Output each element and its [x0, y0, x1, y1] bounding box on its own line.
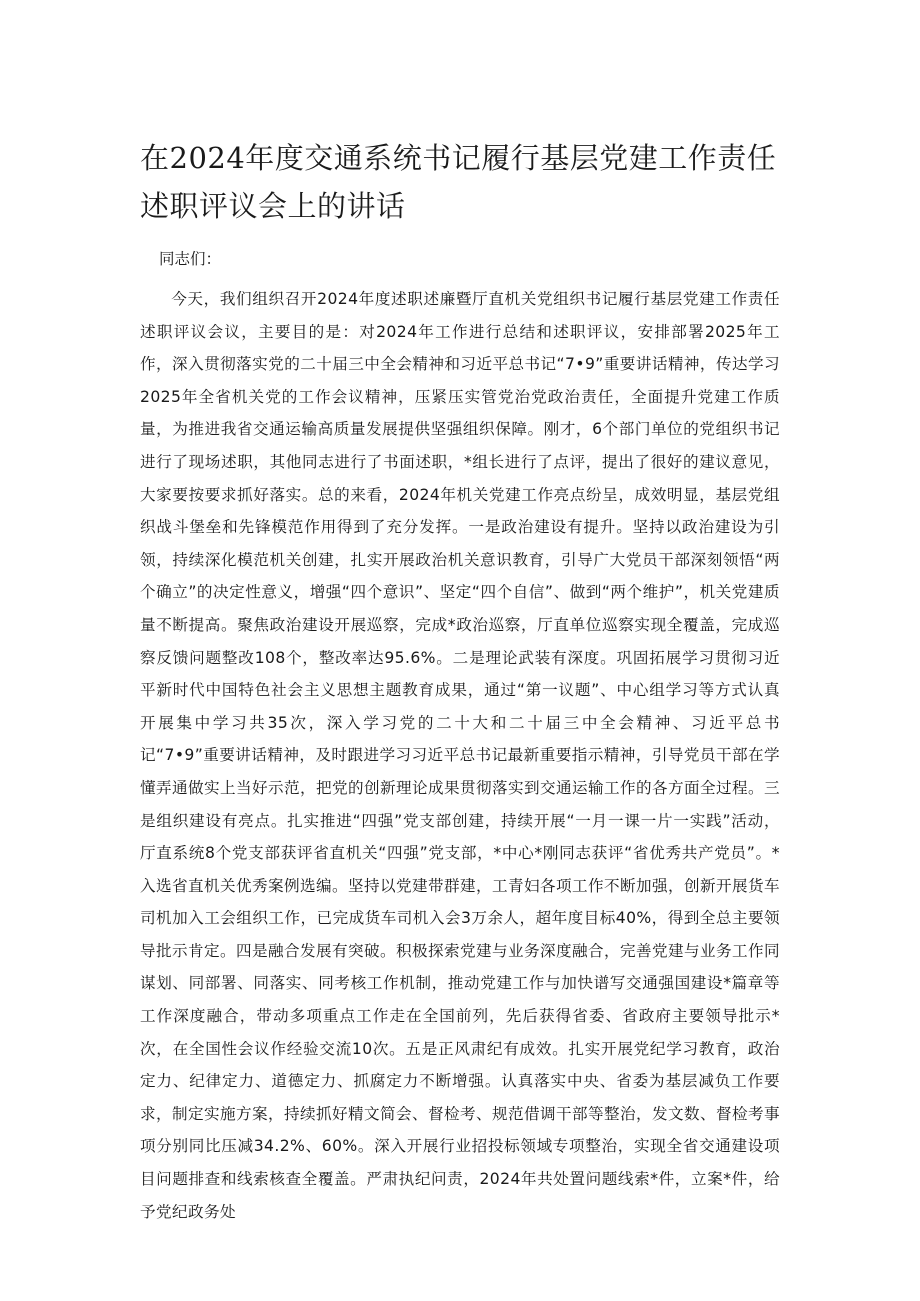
- body-paragraph: 今天，我们组织召开2024年度述职述廉暨厅直机关党组织书记履行基层党建工作责任述职评议会议，主要目的是：对2024年工作进行总结和述职评议，安排部署2025年工作，深入贯彻落实党的二十届三中全会精神和习近平总书记“7•9”重要讲话精神，传达学习2025年全省机关党的工作会议精神，压紧压实管党治党政治责任，全面提升党建工作质量，为推进我省交通运输高质量发展提供坚强组织保障。刚才，6个部门单位的党组织书记进行了现场述职，其他同志进行了书面述职，*组长进行了点评，提出了很好的建议意见，大家要按要求抓好落实。总的来看，2024年机关党建工作亮点纷呈，成效明显，基层党组织战斗堡垒和先锋模范作用得到了充分发挥。一是政治建设有提升。坚持以政治建设为引领，持续深化模范机关创建，扎实开展政治机关意识教育，引导广大党员干部深刻领悟“两个确立”的决定性意义，增强“四个意识”、坚定“四个自信”、做到“两个维护”，机关党建质量不断提高。聚焦政治建设开展巡察，完成*政治巡察，厅直单位巡察实现全覆盖，完成巡察反馈问题整改108个，整改率达95.6%。二是理论武装有深度。巩固拓展学习贯彻习近平新时代中国特色社会主义思想主题教育成果，通过“第一议题”、中心组学习等方式认真开展集中学习共35次，深入学习党的二十大和二十届三中全会精神、习近平总书记“7•9”重要讲话精神，及时跟进学习习近平总书记最新重要指示精神，引导党员干部在学懂弄通做实上当好示范，把党的创新理论成果贯彻落实到交通运输工作的各方面全过程。三是组织建设有亮点。扎实推进“四强”党支部创建，持续开展“一月一课一片一实践”活动，厅直系统8个党支部获评省直机关“四强”党支部，*中心*刚同志获评“省优秀共产党员”。*入选省直机关优秀案例选编。坚持以党建带群建，工青妇各项工作不断加强，创新开展货车司机加入工会组织工作，已完成货车司机入会3万余人，超年度目标40%，得到全总主要领导批示肯定。四是融合发展有突破。积极探索党建与业务深度融合，完善党建与业务工作同谋划、同部署、同落实、同考核工作机制，推动党建工作与加快谱写交通强国建设*篇章等工作深度融合，带动多项重点工作走在全国前列，先后获得省委、省政府主要领导批示*次，在全国性会议作经验交流10次。五是正风肃纪有成效。扎实开展党纪学习教育，政治定力、纪律定力、道德定力、抓腐定力不断增强。认真落实中央、省委为基层减负工作要求，制定实施方案，持续抓好精文简会、督检考、规范借调干部等整治，发文数、督检考事项分别同比压减34.2%、60%。深入开展行业招投标领域专项整治，实现全省交通建设项目问题排查和线索核查全覆盖。严肃执纪问责，2024年共处置问题线索*件，立案*件，给予党纪政务处: [140, 290, 780, 1221]
- document-title: 在2024年度交通系统书记履行基层党建工作责任述职评议会上的讲话: [140, 141, 777, 223]
- greeting: 同志们：: [159, 250, 222, 268]
